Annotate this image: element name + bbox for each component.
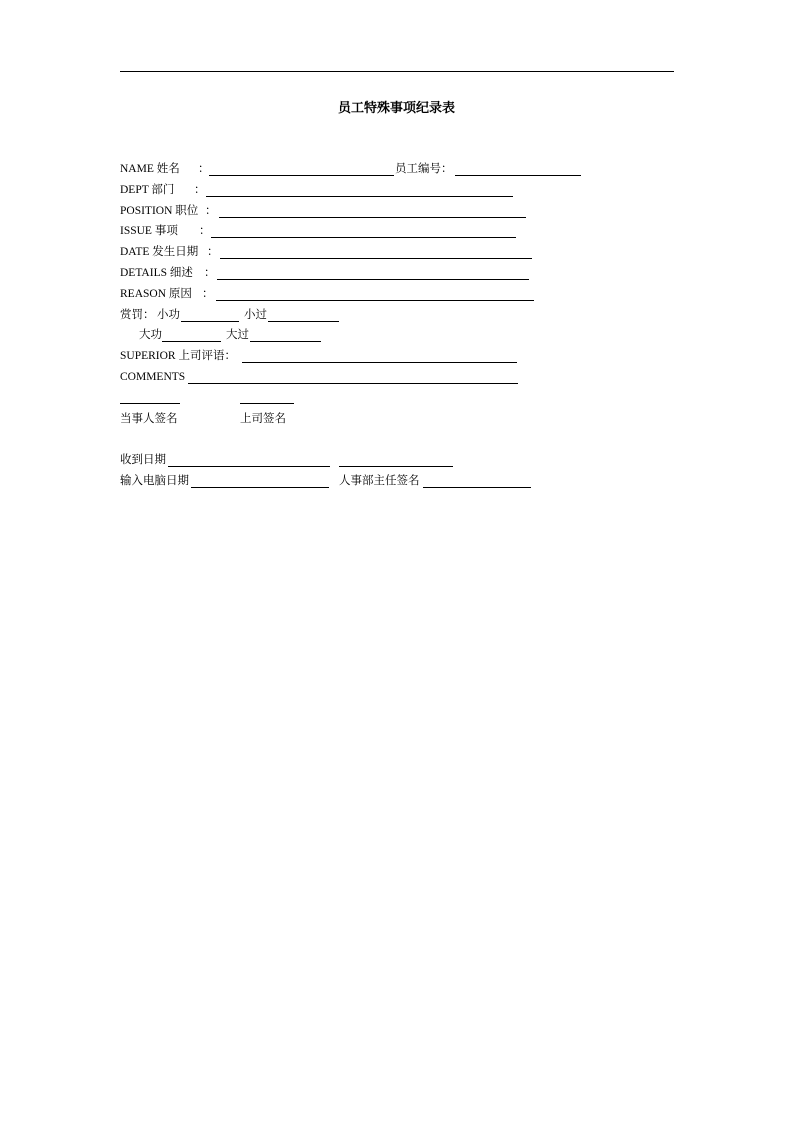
hr-head-sign-field-line[interactable] (423, 487, 531, 488)
position-colon: ： (205, 205, 217, 217)
hr-head-sign-label: 人事部主任签名 (339, 475, 420, 487)
issue-label: ISSUE 事项 (120, 225, 178, 237)
details-field-line[interactable] (217, 279, 529, 280)
position-label: POSITION 职位 (120, 205, 199, 217)
party-signature-label: 当事人签名 (120, 413, 178, 425)
form-title: 员工特殊事项纪录表 (337, 101, 455, 116)
date-colon: ： (207, 246, 219, 258)
reason-field-line[interactable] (216, 300, 534, 301)
dept-field-line[interactable] (206, 196, 513, 197)
issue-colon: ： (199, 225, 211, 237)
minor-merit-field-line[interactable] (181, 321, 239, 322)
date-label: DATE 发生日期 (120, 246, 199, 258)
superior-comment-field-line[interactable] (242, 362, 517, 363)
position-field-line[interactable] (219, 217, 526, 218)
minor-merit-label: 小功 (157, 309, 180, 321)
superior-signature-line[interactable] (240, 403, 294, 404)
employee-no-label: 员工编号： (395, 163, 453, 175)
comments-field-line[interactable] (188, 383, 518, 384)
page-top-rule (120, 71, 674, 72)
received-date-field-line[interactable] (168, 466, 330, 467)
input-date-field-line[interactable] (191, 487, 329, 488)
name-label: NAME 姓名 (120, 163, 180, 175)
party-signature-line[interactable] (120, 403, 180, 404)
minor-demerit-label: 小过 (244, 309, 267, 321)
minor-demerit-field-line[interactable] (268, 321, 339, 322)
superior-comment-label: SUPERIOR 上司评语： (120, 350, 236, 362)
name-field-line[interactable] (209, 175, 394, 176)
comments-label: COMMENTS (120, 371, 186, 383)
employee-no-field-line[interactable] (455, 175, 581, 176)
name-colon: ： (198, 163, 210, 175)
reason-colon: ： (202, 288, 214, 300)
major-demerit-field-line[interactable] (250, 341, 321, 342)
date-field-line[interactable] (220, 258, 532, 259)
input-date-label: 输入电脑日期 (120, 475, 189, 487)
major-merit-label: 大功 (139, 329, 162, 341)
reason-label: REASON 原因 (120, 288, 192, 300)
unlabeled-field-line[interactable] (339, 466, 453, 467)
details-colon: ： (204, 267, 216, 279)
issue-field-line[interactable] (211, 237, 516, 238)
details-label: DETAILS 细述 (120, 267, 193, 279)
superior-signature-label: 上司签名 (240, 413, 286, 425)
dept-label: DEPT 部门 (120, 184, 175, 196)
major-demerit-label: 大过 (226, 329, 249, 341)
major-merit-field-line[interactable] (162, 341, 221, 342)
reward-punishment-label: 赏罚： (120, 309, 155, 321)
received-date-label: 收到日期 (120, 454, 166, 466)
dept-colon: ： (194, 184, 206, 196)
